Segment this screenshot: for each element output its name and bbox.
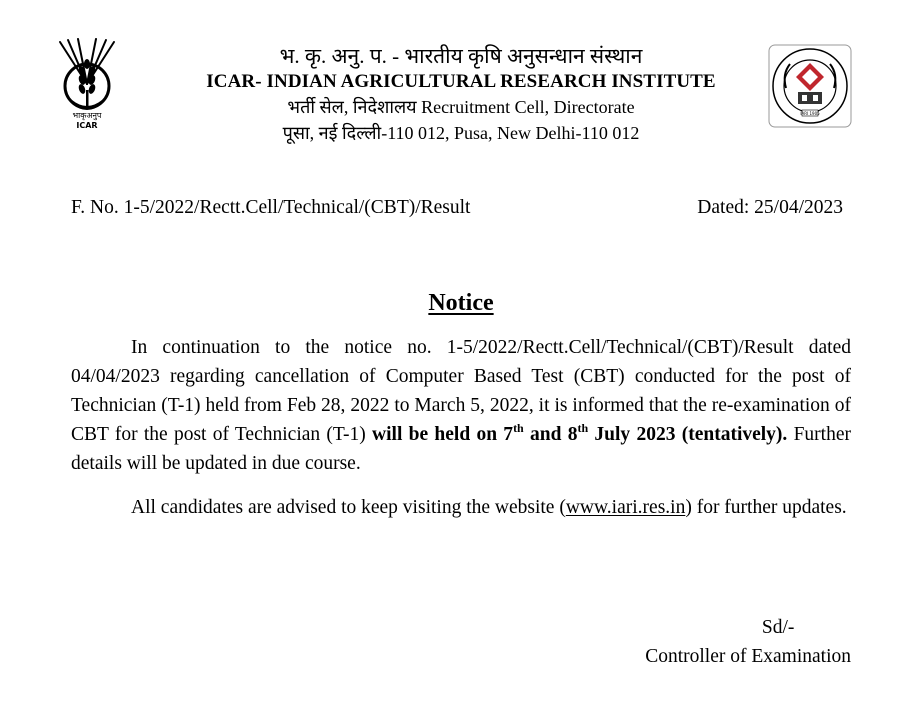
notice-paragraph-2 <box>71 493 851 522</box>
para1-bold-date-a: will be held on 7 <box>372 424 514 445</box>
file-number: F. No. 1-5/2022/Rectt.Cell/Technical/(CBT)/Result <box>71 197 471 218</box>
svg-text:ICAR: ICAR <box>76 121 98 130</box>
para2-text-a: All candidates are advised to keep visiting the website ( <box>131 497 566 518</box>
header-address-hindi: पूसा, नई दिल्ली <box>282 123 382 143</box>
svg-text:भाकृअनुप: भाकृअनुप <box>72 111 102 120</box>
notice-title: Notice <box>428 290 494 316</box>
icar-logo <box>52 38 122 130</box>
signature-designation: Controller of Examination <box>645 646 851 667</box>
signature-block <box>645 613 851 671</box>
header-address-english: -110 012, Pusa, New Delhi-110 012 <box>381 123 640 143</box>
para1-sup-2: th <box>577 421 589 435</box>
para1-text-end: Further details will be updated in due course. <box>71 424 851 474</box>
header-english-title: ICAR- INDIAN AGRICULTURAL RESEARCH INSTITUTE <box>206 71 716 92</box>
para1-bold-date-c: July 2023 (tentatively). <box>588 424 788 445</box>
website-link[interactable]: www.iari.res.in <box>565 497 686 518</box>
para2-text-b: ) for further updates. <box>685 497 847 518</box>
header-address <box>150 120 772 146</box>
iari-seal-logo <box>768 44 852 128</box>
header-hindi-title: भ. कृ. अनु. प. - भारतीय कृषि अनुसन्धान संस्थान <box>279 44 643 68</box>
header-cell-hindi: भर्ती सेल, निदेशालय <box>287 97 417 117</box>
header-recruitment-cell <box>150 94 772 120</box>
para1-sup-1: th <box>513 421 524 435</box>
svg-text:IARI 1905: IARI 1905 <box>800 111 820 116</box>
notice-paragraph-1 <box>71 333 851 478</box>
para1-bold-date-b: and 8 <box>523 424 578 445</box>
header-cell-english: Recruitment Cell, Directorate <box>421 97 635 117</box>
date-line: Dated: 25/04/2023 <box>697 197 843 218</box>
para1-text: In continuation to the notice no. 1-5/2022/Rectt.Cell/Technical/(CBT)/Result dated 04/04/2023 regarding cancellation of Computer Based Test (CBT) conducted for the post of Technician (T-1) held from Feb 28, 2022 to March 5, 2022, it is informed that the re-examination of CBT for the post of Technician (T-1) <box>71 337 851 445</box>
signature-sd: Sd/- <box>761 617 795 638</box>
